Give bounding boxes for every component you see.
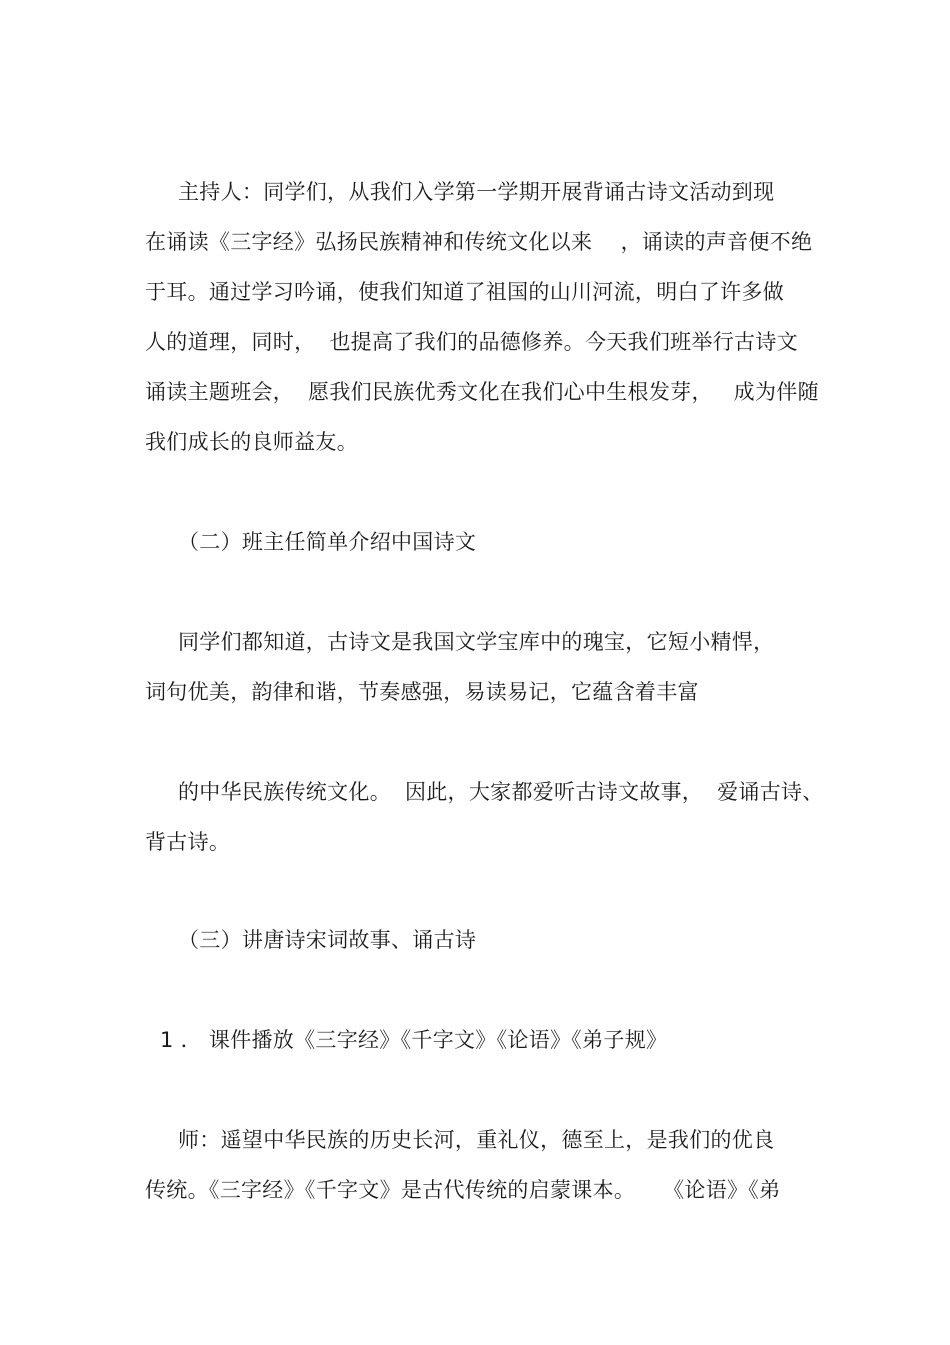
paragraph-host-line-1: 主持人：同学们，从我们入学第一学期开展背诵古诗文活动到现: [178, 180, 775, 204]
paragraph-teacher-line-2: 传统。《三字经》《千字文》是古代传统的启蒙课本。 《论语》《弟: [145, 1178, 781, 1202]
paragraph-intro-line-3: 的中华民族传统文化。 因此，大家都爱听古诗文故事， 爱诵古诗、: [178, 780, 824, 804]
paragraph-host-line-4: 人的道理，同时， 也提高了我们的品德修养。今天我们班举行古诗文: [145, 330, 798, 354]
paragraph-host-line-2: 在诵读《三字经》弘扬民族精神和传统文化以来 ，诵读的声音便不绝: [145, 230, 813, 254]
paragraph-intro-line-2: 词句优美，韵律和谐，节奏感强，易读易记，它蕴含着丰富: [145, 680, 699, 704]
section-heading-3: （三）讲唐诗宋词故事、诵古诗: [178, 928, 477, 952]
list-item-1: 1 ． 课件播放《三字经》《千字文》《论语》《弟子规》: [160, 1028, 668, 1052]
paragraph-teacher-line-1: 师：遥望中华民族的历史长河，重礼仪，德至上，是我们的优良: [178, 1128, 775, 1152]
paragraph-host-line-6: 我们成长的良师益友。: [145, 430, 358, 454]
paragraph-intro-line-4: 背古诗。: [145, 830, 231, 854]
paragraph-intro-line-1: 同学们都知道，古诗文是我国文学宝库中的瑰宝，它短小精悍，: [178, 630, 775, 654]
paragraph-host-line-5: 诵读主题班会， 愿我们民族优秀文化在我们心中生根发芽， 成为伴随: [145, 380, 819, 404]
paragraph-host-line-3: 于耳。通过学习吟诵，使我们知道了祖国的山川河流，明白了许多做: [145, 280, 784, 304]
section-heading-2: （二）班主任简单介绍中国诗文: [178, 530, 477, 554]
